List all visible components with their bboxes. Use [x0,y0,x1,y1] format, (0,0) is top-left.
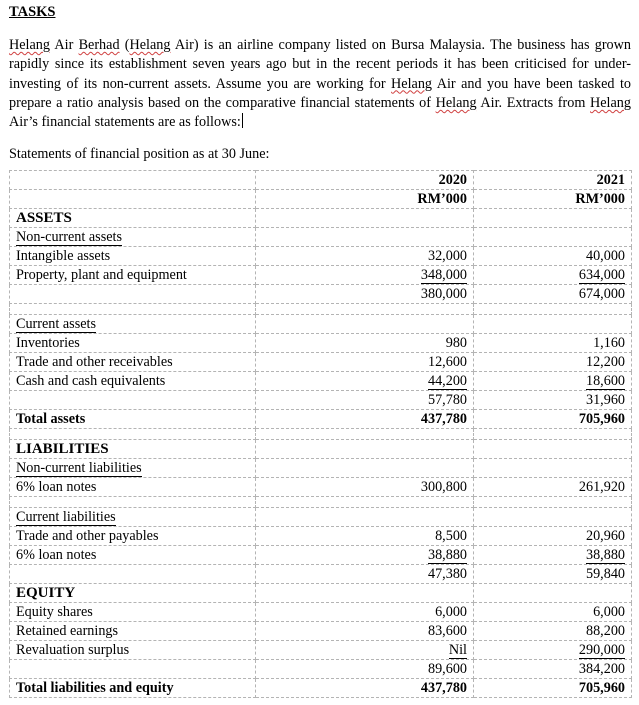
value-text: 38,880 [585,547,625,563]
row-label [10,478,256,497]
row-label-text: ASSETS [16,210,72,226]
line-item-row [10,603,632,622]
row-label-text: Intangible assets [16,248,111,264]
row-value [256,285,474,304]
row-label-text: Total assets [16,411,86,427]
value-text: 674,000 [578,286,625,302]
value-text: 59,840 [585,566,625,582]
row-label-text: Revaluation surplus [16,642,130,658]
row-value [474,660,632,679]
intro-text: Air. Extracts from [476,94,590,111]
row-value [474,459,632,478]
value-text: 980 [445,335,467,351]
subsection-row [10,228,632,247]
row-label [10,410,256,429]
text-cursor [242,113,243,128]
spacer-cell [474,497,632,508]
subsection-row [10,459,632,478]
row-label-text: Cash and cash equivalents [16,373,166,389]
column-year: 2020 [256,171,474,190]
row-value [256,478,474,497]
row-label-text: Inventories [16,335,80,351]
row-value [474,209,632,228]
line-item-row [10,478,632,497]
spellcheck-word: Helang [590,94,631,111]
header-blank [10,171,256,190]
value-text: 705,960 [578,411,625,427]
spacer-row [10,304,632,315]
row-value [474,584,632,603]
subtotal-row [10,285,632,304]
value-text: 12,200 [585,354,625,370]
row-label [10,266,256,285]
row-value [474,315,632,334]
row-label [10,508,256,527]
spacer-cell [10,429,256,440]
spacer-cell [10,304,256,315]
value-text: 6,000 [593,604,625,620]
row-label [10,565,256,584]
row-label [10,228,256,247]
line-item-row [10,641,632,660]
row-label-text: Current assets [16,316,96,332]
row-value [474,334,632,353]
spacer-cell [256,497,474,508]
spacer-cell [474,429,632,440]
row-label [10,641,256,660]
row-label-text: EQUITY [16,585,76,601]
row-label [10,679,256,698]
value-text: 88,200 [585,623,625,639]
row-value [474,478,632,497]
line-item-row [10,334,632,353]
value-text: 8,500 [435,528,467,544]
column-year: 2021 [474,171,632,190]
intro-text: ( [119,37,130,53]
row-value [256,440,474,459]
value-text: 705,960 [578,680,625,696]
row-label-text: 6% loan notes [16,547,97,563]
row-value [256,315,474,334]
row-label [10,603,256,622]
row-value [256,679,474,698]
row-label [10,660,256,679]
value-text: 348,000 [420,267,467,283]
row-value [474,353,632,372]
total-row [10,410,632,429]
spacer-cell [256,304,474,315]
subsection-row [10,508,632,527]
subtotal-row [10,391,632,410]
row-value [256,353,474,372]
value-text: 32,000 [427,248,467,264]
row-value [256,603,474,622]
unit-header-row [10,190,632,209]
row-value [474,247,632,266]
section-heading-row [10,584,632,603]
value-text: 384,200 [578,661,625,677]
row-value [256,410,474,429]
column-unit: RM’000 [474,190,632,209]
row-value [256,622,474,641]
line-item-row [10,266,632,285]
row-label [10,584,256,603]
row-label [10,527,256,546]
row-value [474,527,632,546]
column-unit: RM’000 [256,190,474,209]
row-value [474,266,632,285]
page-title: TASKS [9,4,56,20]
row-value [256,372,474,391]
value-text: 290,000 [578,642,625,658]
value-text: 634,000 [578,267,625,283]
row-label-text: LIABILITIES [16,441,109,457]
value-text: 437,780 [420,680,467,696]
line-item-row [10,527,632,546]
total-row [10,679,632,698]
row-value [256,641,474,660]
intro-text: Air) is an airline company listed on Bursa Malaysia. The business has grown rapidly since its establishment seven years ago but in the recent periods it has been criticised for under-investing of its non-current assets. Assume you are working for [9,37,631,92]
value-text: 40,000 [585,248,625,264]
value-text: 38,880 [427,547,467,563]
spellcheck-word: Helang [435,94,477,111]
row-label [10,546,256,565]
value-text: 437,780 [420,411,467,427]
section-heading-row [10,209,632,228]
row-value [474,622,632,641]
section-heading-row [10,440,632,459]
spellcheck-word: Helang [391,75,433,92]
row-value [256,565,474,584]
row-value [256,584,474,603]
value-text: Nil [448,642,467,658]
row-value [256,391,474,410]
value-text: 1,160 [593,335,625,351]
row-value [474,565,632,584]
value-text: 12,600 [427,354,467,370]
row-value [474,641,632,660]
row-value [256,228,474,247]
statement-subtitle: Statements of financial position as at 30 June: [9,146,270,162]
row-label [10,459,256,478]
intro-text: Air [49,37,79,53]
spellcheck-word: Helang [129,37,171,53]
intro-text: Air and you have been tasked to prepare a ratio analysis based on the comparative financial statements of [9,75,631,111]
row-label-text: Retained earnings [16,623,119,639]
row-label [10,622,256,641]
header-blank [10,190,256,209]
row-label-text: Total liabilities and equity [16,680,174,696]
row-label [10,315,256,334]
row-label [10,247,256,266]
spellcheck-word: Helang [9,37,50,53]
row-value [256,266,474,285]
year-header-row [10,171,632,190]
row-value [474,228,632,247]
row-value [474,508,632,527]
line-item-row [10,353,632,372]
subsection-row [10,315,632,334]
row-label-text: Current liabilities [16,509,116,525]
row-value [474,603,632,622]
row-value [474,410,632,429]
intro-paragraph [9,36,631,132]
row-value [474,679,632,698]
spellcheck-word: Berhad [78,37,120,53]
value-text: 18,600 [585,373,625,389]
row-label-text: Property, plant and equipment [16,267,187,283]
row-value [256,508,474,527]
row-label [10,209,256,228]
row-label-text: Non-current liabilities [16,460,142,476]
row-value [256,334,474,353]
row-value [256,546,474,565]
value-text: 20,960 [585,528,625,544]
row-label-text: Equity shares [16,604,93,620]
row-label [10,285,256,304]
row-label [10,391,256,410]
line-item-row [10,372,632,391]
row-value [474,391,632,410]
value-text: 83,600 [427,623,467,639]
row-label [10,440,256,459]
subtotal-row [10,660,632,679]
spacer-row [10,497,632,508]
intro-text: Air’s financial statements are as follows: [9,114,241,131]
row-value [474,372,632,391]
spacer-cell [10,497,256,508]
value-text: 300,800 [420,479,467,495]
row-value [256,459,474,478]
spacer-cell [256,429,474,440]
row-label-text: Trade and other payables [16,528,159,544]
value-text: 6,000 [435,604,467,620]
row-value [256,247,474,266]
line-item-row [10,546,632,565]
row-label [10,334,256,353]
value-text: 44,200 [427,373,467,389]
row-value [256,660,474,679]
row-value [474,285,632,304]
row-label [10,372,256,391]
row-label-text: 6% loan notes [16,479,97,495]
financial-position-table [9,170,632,698]
row-value [474,546,632,565]
value-text: 57,780 [427,392,467,408]
value-text: 31,960 [585,392,625,408]
spacer-row [10,429,632,440]
line-item-row [10,622,632,641]
row-value [256,209,474,228]
row-value [256,527,474,546]
value-text: 89,600 [427,661,467,677]
value-text: 380,000 [420,286,467,302]
row-value [474,440,632,459]
row-label-text: Non-current assets [16,229,122,245]
row-label-text: Trade and other receivables [16,354,173,370]
subtotal-row [10,565,632,584]
spacer-cell [474,304,632,315]
line-item-row [10,247,632,266]
row-label [10,353,256,372]
value-text: 261,920 [578,479,625,495]
value-text: 47,380 [427,566,467,582]
